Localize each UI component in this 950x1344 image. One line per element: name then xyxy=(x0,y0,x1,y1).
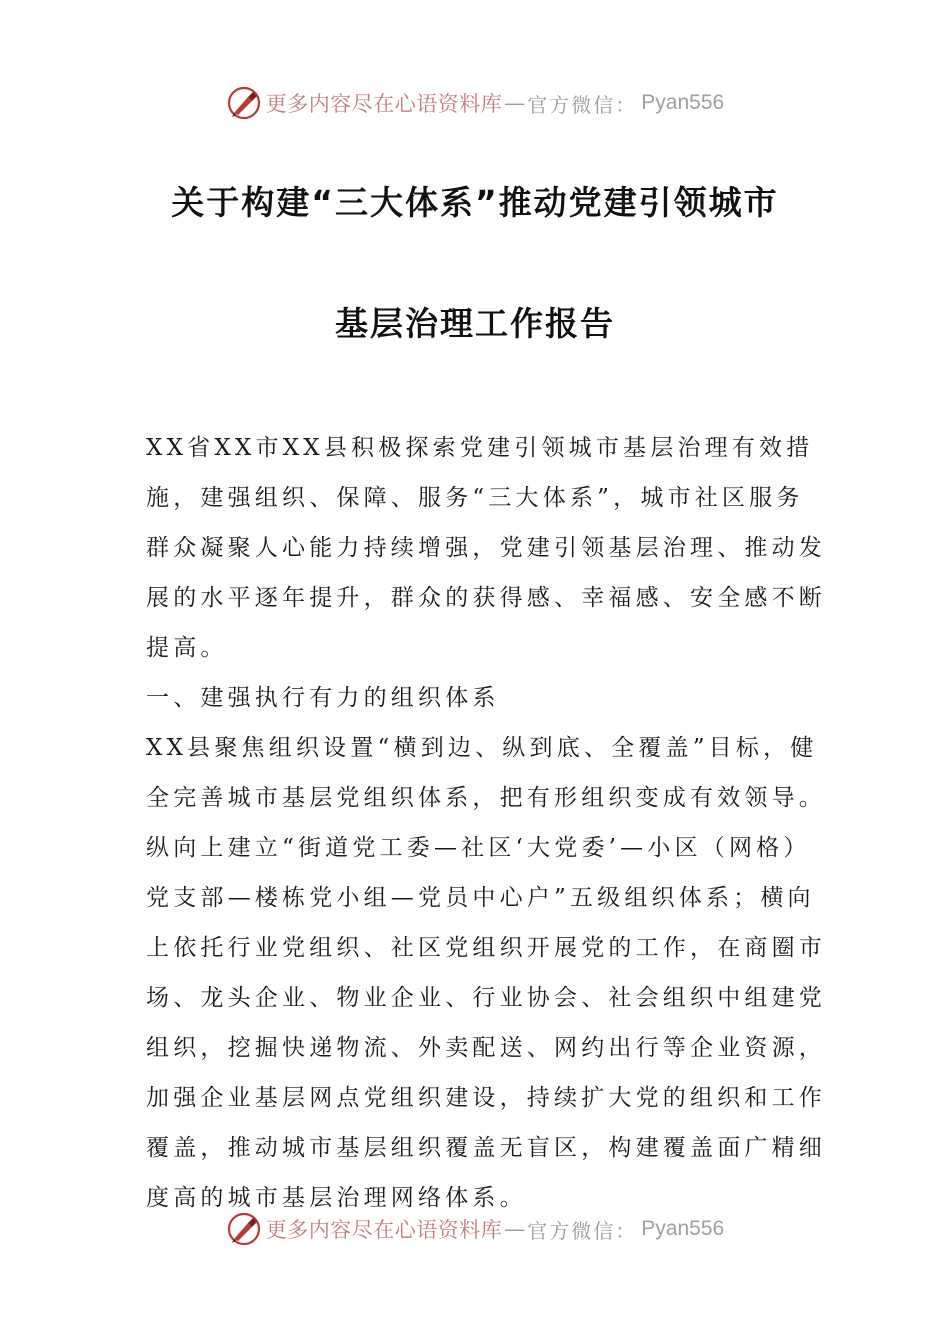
pen-logo-icon xyxy=(226,1211,262,1247)
body-paragraph: XX县聚焦组织设置“横到边、纵到底、全覆盖”目标，健全完善城市基层党组织体系，把有形组织变成有效领导。纵向上建立“街道党工委—社区‘大党委’—小区（网格）党支部—楼栋党小组—党员中心户”五级组织体系；横向上依托行业党组织、社区党组织开展党的工作，在商圈市场、龙头企业、物业企业、行业协会、社会组织中组建党组织，挖掘快递物流、外卖配送、网约出行等企业资源，加强企业基层网点党组织建设，持续扩大党的组织和工作覆盖，推动城市基层组织覆盖无盲区，构建覆盖面广精细度高的城市基层治理网络体系。 xyxy=(146,735,826,1211)
body-paragraph: XX省XX市XX县积极探索党建引领城市基层治理有效措施，建强组织、保障、服务“三大体系”，城市社区服务群众凝聚人心能力持续增强，党建引领基层治理、推动发展的水平逐年提升，群众的获得感、幸福感、安全感不断提高。 xyxy=(146,435,826,661)
document-title-line2: 基层治理工作报告 xyxy=(335,304,615,343)
banner-text: 更多内容尽在心语资料库 xyxy=(265,92,503,116)
document-body xyxy=(146,423,826,1223)
banner-wechat-id: Pyan556 xyxy=(641,91,725,114)
pen-logo-icon xyxy=(226,85,262,121)
banner-wechat-label: 官方微信： xyxy=(527,1218,638,1243)
section-heading: 一、建强执行有力的组织体系 xyxy=(146,685,500,711)
banner-dash: — xyxy=(504,91,526,115)
banner-wechat-id: Pyan556 xyxy=(641,1217,725,1240)
header-banner xyxy=(0,80,950,126)
footer-banner xyxy=(0,1206,950,1252)
banner-wechat-label: 官方微信： xyxy=(527,92,638,117)
banner-dash: — xyxy=(504,1217,526,1241)
banner-text: 更多内容尽在心语资料库 xyxy=(265,1218,503,1242)
document-title-line1: 关于构建“三大体系”推动党建引领城市 xyxy=(171,183,779,222)
